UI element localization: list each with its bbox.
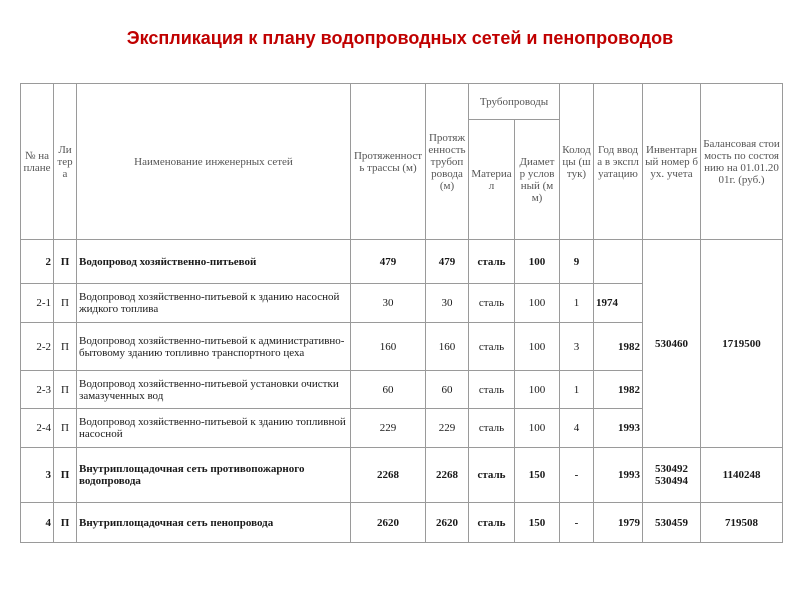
- header-inventory: Инвентарный номер бух. учета: [643, 84, 701, 240]
- header-material: Материал: [469, 120, 515, 240]
- row-year: 1979: [594, 503, 643, 543]
- row-name: Водопровод хозяйственно-питьевой к зданию топливной насосной: [77, 409, 351, 448]
- row-diameter: 150: [515, 448, 560, 503]
- row-diameter: 100: [515, 284, 560, 323]
- header-wells: Колодцы (штук): [560, 84, 594, 240]
- row-litera: П: [54, 448, 77, 503]
- row-name: Водопровод хозяйственно-питьевой к административно-бытовому зданию топливно транспортного цеха: [77, 323, 351, 371]
- row-diameter: 100: [515, 371, 560, 409]
- row-pipe: 60: [426, 371, 469, 409]
- header-litera: Литера: [54, 84, 77, 240]
- header-row: [21, 84, 783, 120]
- row-pipe: 160: [426, 323, 469, 371]
- table-row: [21, 503, 783, 543]
- row-route: 2620: [351, 503, 426, 543]
- row-route: 479: [351, 240, 426, 284]
- row-num: 2-1: [21, 284, 54, 323]
- row-pipe: 479: [426, 240, 469, 284]
- row-year: 1974: [594, 284, 643, 323]
- row-wells: 1: [560, 284, 594, 323]
- header-num: № на плане: [21, 84, 54, 240]
- row-name: Внутриплощадочная сеть пенопровода: [77, 503, 351, 543]
- row-name: Внутриплощадочная сеть противопожарного водопровода: [77, 448, 351, 503]
- row-year: 1993: [594, 409, 643, 448]
- row-wells: 4: [560, 409, 594, 448]
- row-material: сталь: [469, 409, 515, 448]
- row-num: 2-3: [21, 371, 54, 409]
- row-pipe: 2268: [426, 448, 469, 503]
- row-litera: П: [54, 240, 77, 284]
- header-name: Наименование инженерных сетей: [77, 84, 351, 240]
- row-diameter: 100: [515, 240, 560, 284]
- row-name: Водопровод хозяйственно-питьевой: [77, 240, 351, 284]
- row-route: 229: [351, 409, 426, 448]
- table-row: [21, 240, 783, 284]
- row-inventory: 530460: [643, 240, 701, 448]
- row-num: 4: [21, 503, 54, 543]
- row-year: [594, 240, 643, 284]
- inventory-line: 530494: [655, 475, 689, 487]
- row-diameter: 100: [515, 323, 560, 371]
- row-wells: -: [560, 448, 594, 503]
- row-material: сталь: [469, 448, 515, 503]
- header-pipes: Трубопроводы: [469, 84, 560, 120]
- row-route: 160: [351, 323, 426, 371]
- inventory-line: 530492: [655, 463, 689, 475]
- page-title: Экспликация к плану водопроводных сетей и пенопроводов: [126, 28, 674, 48]
- row-name: Водопровод хозяйственно-питьевой установки очистки замазученных вод: [77, 371, 351, 409]
- row-material: сталь: [469, 503, 515, 543]
- row-litera: П: [54, 371, 77, 409]
- row-inventory: 530459: [643, 503, 701, 543]
- row-wells: 1: [560, 371, 594, 409]
- header-diameter: Диаметр условный (мм): [515, 120, 560, 240]
- row-litera: П: [54, 323, 77, 371]
- header-route-length: Протяженность трассы (м): [351, 84, 426, 240]
- row-litera: П: [54, 409, 77, 448]
- row-material: сталь: [469, 240, 515, 284]
- row-num: 3: [21, 448, 54, 503]
- row-wells: -: [560, 503, 594, 543]
- row-litera: П: [54, 503, 77, 543]
- row-num: 2-2: [21, 323, 54, 371]
- row-material: сталь: [469, 284, 515, 323]
- row-route: 60: [351, 371, 426, 409]
- row-balance: 719508: [701, 503, 783, 543]
- row-pipe: 30: [426, 284, 469, 323]
- row-diameter: 100: [515, 409, 560, 448]
- row-pipe: 2620: [426, 503, 469, 543]
- row-balance: 1140248: [701, 448, 783, 503]
- row-litera: П: [54, 284, 77, 323]
- row-route: 2268: [351, 448, 426, 503]
- row-wells: 3: [560, 323, 594, 371]
- row-num: 2-4: [21, 409, 54, 448]
- header-pipe-length: Протяженность трубопровода (м): [426, 84, 469, 240]
- row-year: 1993: [594, 448, 643, 503]
- row-route: 30: [351, 284, 426, 323]
- explication-table: [20, 83, 783, 543]
- row-num: 2: [21, 240, 54, 284]
- row-name: Водопровод хозяйственно-питьевой к зданию насосной жидкого топлива: [77, 284, 351, 323]
- row-material: сталь: [469, 371, 515, 409]
- header-balance: Балансовая стоимость по состоянию на 01.01.2001г. (руб.): [701, 84, 783, 240]
- row-year: 1982: [594, 371, 643, 409]
- header-year: Год ввода в эксплуатацию: [594, 84, 643, 240]
- table-row: [21, 448, 783, 503]
- row-pipe: 229: [426, 409, 469, 448]
- row-diameter: 150: [515, 503, 560, 543]
- row-material: сталь: [469, 323, 515, 371]
- row-inventory: [643, 448, 701, 503]
- row-year: 1982: [594, 323, 643, 371]
- row-balance: 1719500: [701, 240, 783, 448]
- row-wells: 9: [560, 240, 594, 284]
